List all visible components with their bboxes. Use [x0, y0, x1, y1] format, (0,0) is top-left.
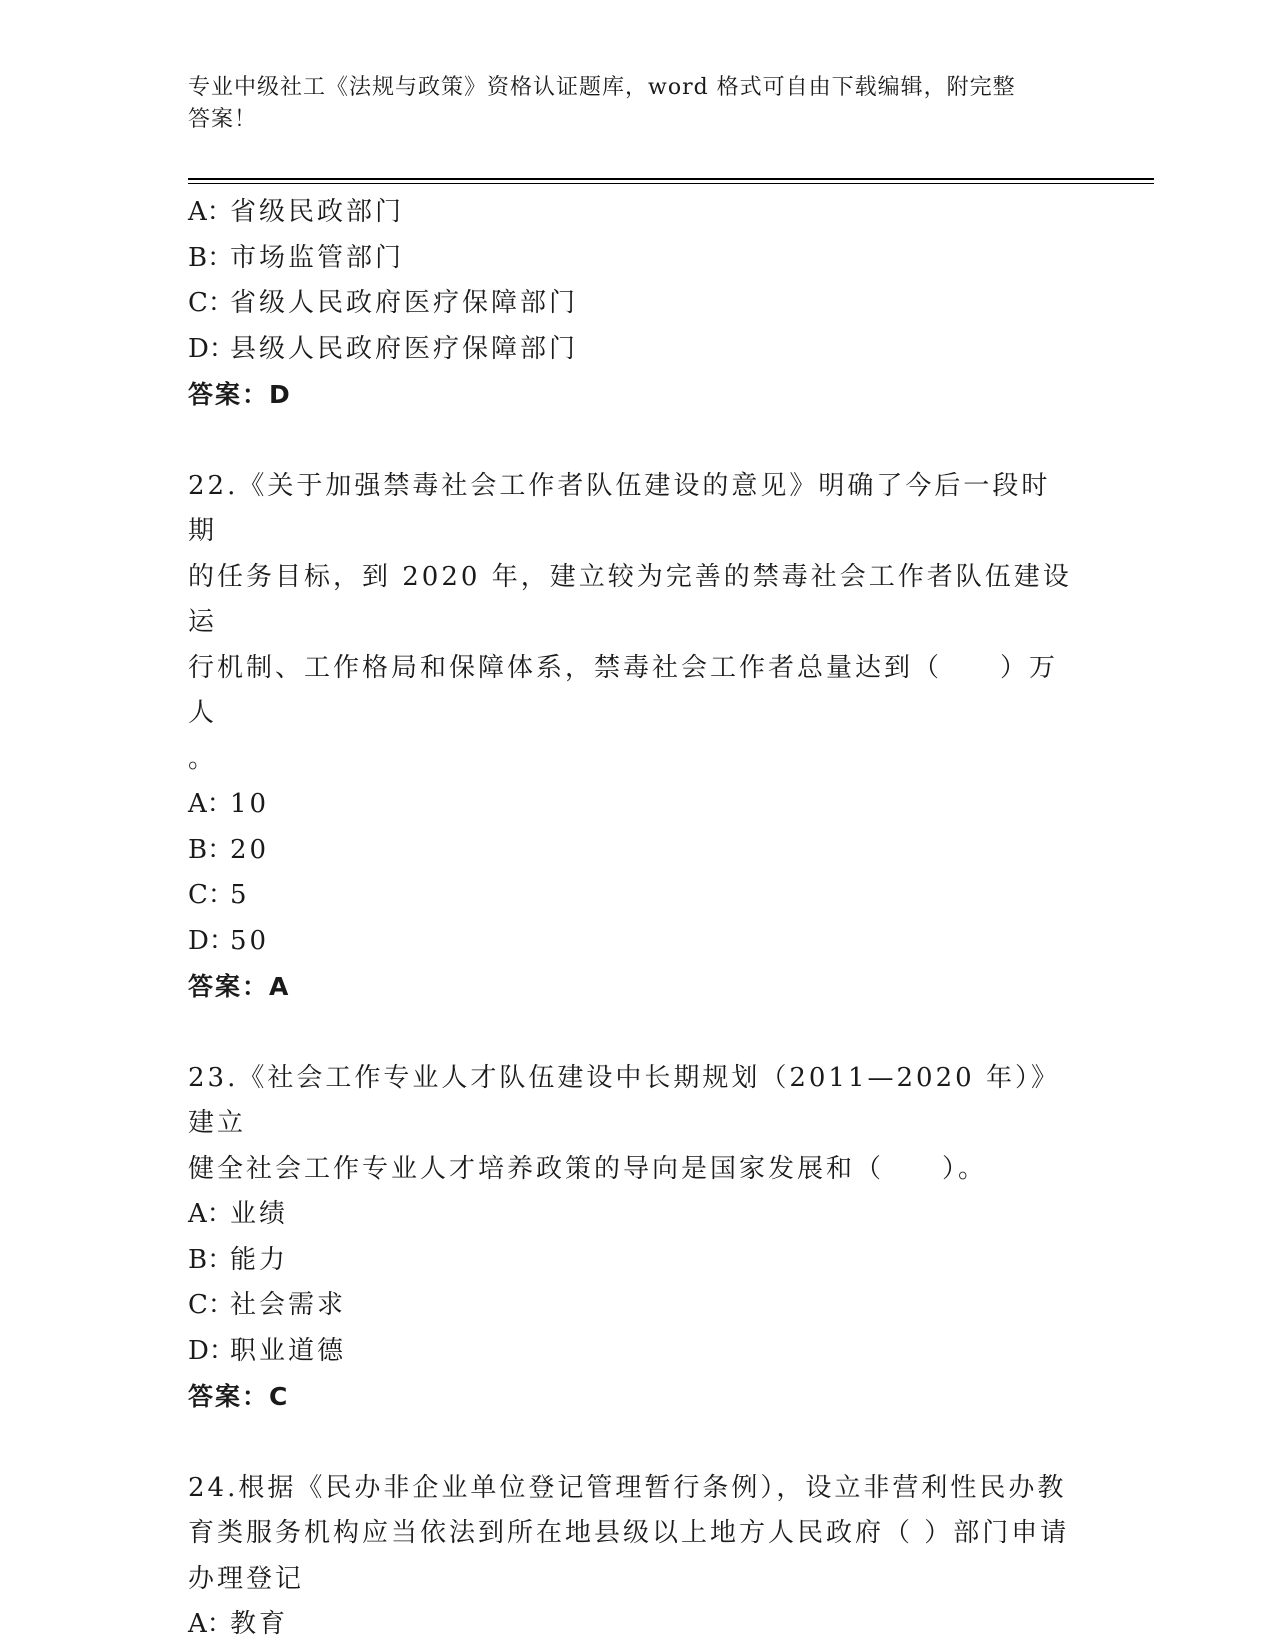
answer-line: 答案：A	[188, 972, 291, 1001]
option-a	[188, 190, 1088, 236]
option-text: 10	[230, 789, 270, 819]
question-content	[188, 190, 1088, 1648]
question-stem	[188, 464, 1078, 783]
option-text: 省级民政部门	[230, 197, 405, 227]
page-header	[188, 72, 1068, 136]
option-text: 社会需求	[230, 1290, 347, 1320]
option-key: A：	[188, 197, 233, 227]
option-c	[188, 873, 1088, 919]
option-d	[188, 327, 1088, 373]
spacer	[188, 418, 1088, 464]
option-text: 5	[230, 880, 250, 910]
header-rule-thin	[188, 183, 1154, 184]
option-key: D：	[188, 333, 235, 364]
question-stem	[188, 1056, 1078, 1193]
option-key: C：	[188, 880, 234, 910]
option-text: 市场监管部门	[230, 242, 405, 273]
option-text: 教育	[230, 1609, 289, 1639]
option-key: A：	[188, 1609, 233, 1639]
option-text: 县级人民政府医疗保障部门	[230, 333, 579, 364]
question-24	[188, 1466, 1088, 1648]
stem-line: 办理登记	[188, 1563, 305, 1594]
header-line-2: 答案！	[188, 107, 258, 132]
option-key: C：	[188, 288, 234, 318]
option-key: D：	[188, 1335, 235, 1366]
stem-line: 。	[188, 743, 218, 774]
option-key: D：	[188, 925, 235, 956]
header-rule-thick	[188, 178, 1154, 180]
stem-line: 23.《社会工作专业人才队伍建设中长期规划（2011—2020 年）》建立	[188, 1062, 1060, 1138]
option-text: 业绩	[230, 1199, 289, 1229]
option-a	[188, 1602, 1088, 1648]
question-stem	[188, 1466, 1078, 1603]
option-text: 50	[230, 925, 270, 956]
option-key: C：	[188, 1290, 234, 1320]
option-text: 20	[230, 834, 270, 865]
option-d	[188, 1329, 1088, 1375]
option-key: B：	[188, 834, 234, 865]
question-22	[188, 464, 1088, 1010]
answer-line: 答案：C	[188, 1382, 290, 1411]
option-c	[188, 281, 1088, 327]
stem-line: 的任务目标，到 2020 年，建立较为完善的禁毒社会工作者队伍建设运	[188, 561, 1072, 637]
option-b	[188, 828, 1088, 874]
stem-line: 健全社会工作专业人才培养政策的导向是国家发展和（ ）。	[188, 1153, 988, 1184]
question-21	[188, 190, 1088, 418]
option-key: A：	[188, 789, 233, 819]
option-a	[188, 1192, 1088, 1238]
header-line-1: 专业中级社工《法规与政策》资格认证题库，word 格式可自由下载编辑，附完整	[188, 75, 1016, 100]
option-b	[188, 236, 1088, 282]
option-key: B：	[188, 1244, 234, 1275]
option-b	[188, 1238, 1088, 1284]
stem-line: 24.根据《民办非企业单位登记管理暂行条例），设立非营利性民办教	[188, 1472, 1067, 1503]
option-text: 能力	[230, 1244, 289, 1275]
answer-line: 答案：D	[188, 380, 292, 409]
option-key: B：	[188, 242, 234, 273]
spacer	[188, 1010, 1088, 1056]
stem-line: 行机制、工作格局和保障体系，禁毒社会工作者总量达到（ ）万人	[188, 652, 1059, 728]
option-text: 省级人民政府医疗保障部门	[230, 288, 579, 318]
stem-line: 育类服务机构应当依法到所在地县级以上地方人民政府（ ）部门申请	[188, 1518, 1070, 1548]
stem-line: 22.《关于加强禁毒社会工作者队伍建设的意见》明确了今后一段时期	[188, 470, 1051, 546]
option-key: A：	[188, 1199, 233, 1229]
option-d	[188, 919, 1088, 965]
spacer	[188, 1420, 1088, 1466]
question-23	[188, 1056, 1088, 1420]
option-a	[188, 782, 1088, 828]
option-c	[188, 1283, 1088, 1329]
option-text: 职业道德	[230, 1335, 347, 1366]
